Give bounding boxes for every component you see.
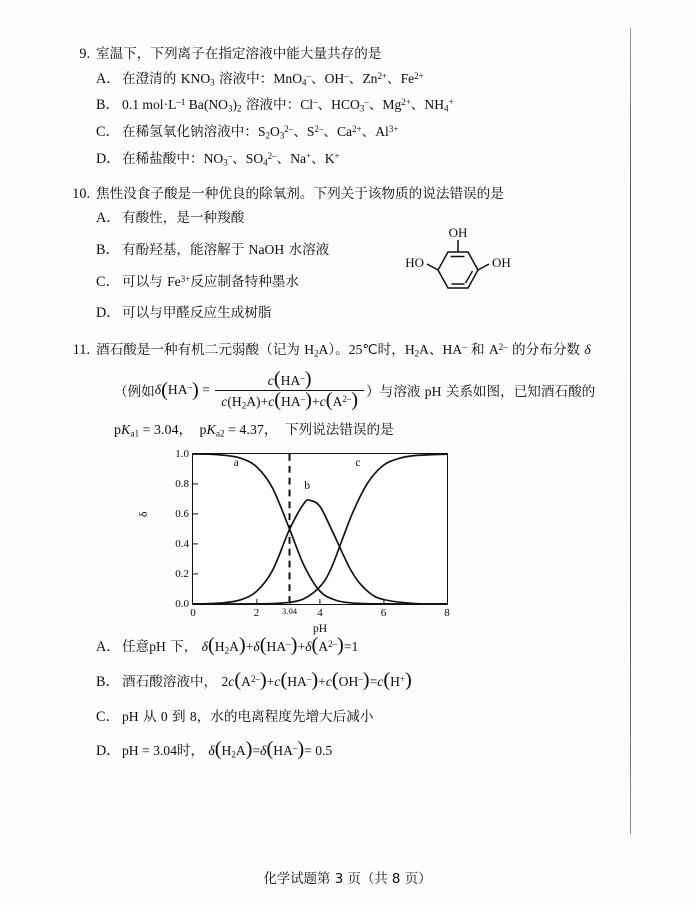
pka-tail: 下列说法错误的是 bbox=[284, 422, 394, 439]
oh-label-right: OH bbox=[492, 254, 511, 270]
question-9-stem-row bbox=[62, 44, 622, 65]
option-text: 酒石酸溶液中， $2c(A^{2-})+c(HA^-)+c(OH^-)=c(H^+)$ bbox=[122, 668, 412, 691]
question-9-number: 9. bbox=[79, 46, 90, 62]
option-label: B． bbox=[96, 241, 120, 258]
question-9-stem: 室温下，下列离子在指定溶液中能大量共存的是 bbox=[96, 46, 382, 62]
curve-label-b: b bbox=[304, 479, 310, 492]
option-label: A． bbox=[96, 210, 121, 227]
oh-label-top: OH bbox=[448, 224, 468, 240]
formula-paren-close: ) bbox=[192, 379, 199, 402]
curve-label-c: c bbox=[355, 456, 361, 469]
option-label: D． bbox=[96, 305, 121, 322]
question-9-option-a[interactable] bbox=[62, 69, 622, 90]
scan-artifact-line bbox=[630, 28, 631, 834]
pka2: $pK_{a2} = 4.37$， bbox=[199, 423, 278, 439]
option-text: pH = 3.04时， $\delta(H_2A)=\delta(HA^-)= 0.5$ bbox=[122, 738, 333, 761]
question-9-option-c[interactable] bbox=[62, 122, 622, 143]
question-10-number: 10. bbox=[72, 185, 90, 202]
y-tick-label-0.4: 0.4 bbox=[175, 538, 189, 551]
question-11-stem-row bbox=[62, 340, 622, 361]
question-10-stem-row bbox=[62, 184, 622, 205]
question-11-option-a[interactable] bbox=[62, 634, 622, 658]
chart-curves bbox=[193, 454, 447, 604]
question-11-option-b[interactable] bbox=[62, 668, 622, 693]
formula-delta-arg: HA– bbox=[167, 382, 193, 398]
formula-paren-open: ( bbox=[161, 379, 168, 402]
formula-denominator: $c(H_2A)+c(HA^-)+c(A^{2-})$ bbox=[215, 390, 364, 411]
ho-label-left: HO bbox=[405, 254, 424, 270]
option-label: C． bbox=[96, 708, 120, 725]
question-11-number: 11. bbox=[72, 342, 90, 359]
curve-c-a2-minus bbox=[193, 454, 447, 604]
question-9-option-d[interactable] bbox=[62, 149, 622, 170]
formula-numerator: c(HA–) bbox=[267, 367, 312, 390]
option-label: D． bbox=[96, 743, 121, 760]
option-text: 在稀氢氧化钠溶液中：$S_2O_3^{2-}$、$S^{2-}$、$Ca^{2+}$、$Al^{3+}$ bbox=[122, 124, 399, 141]
question-11-option-d[interactable] bbox=[62, 738, 622, 762]
option-text: 在稀盐酸中：$NO_3^-$、$SO_4^{2-}$、Na+、K+ bbox=[122, 150, 340, 168]
option-label: B． bbox=[96, 673, 120, 690]
formula-delta-symbol: δ bbox=[154, 382, 162, 398]
curve-b-ha-minus bbox=[193, 500, 447, 604]
option-label: B． bbox=[96, 97, 120, 114]
question-10-option-c[interactable] bbox=[62, 272, 622, 293]
option-text: 可以与甲醛反应生成树脂 bbox=[122, 305, 272, 322]
formula-tail: ）与溶液 pH 关系如图，已知酒石酸的 bbox=[366, 384, 596, 401]
question-9-option-b[interactable] bbox=[62, 95, 622, 116]
x-tick-label-4: 4 bbox=[317, 607, 323, 620]
chart-y-axis-label: δ bbox=[138, 511, 150, 518]
option-text: 有酚羟基，能溶解于 NaOH 水溶液 bbox=[122, 241, 330, 258]
option-text: pH 从 0 到 8，水的电离程度先增大后减小 bbox=[122, 708, 374, 725]
x-tick-label-8: 8 bbox=[444, 607, 450, 620]
x-tick-label-2: 2 bbox=[253, 607, 260, 620]
question-11-option-c[interactable] bbox=[62, 707, 622, 728]
formula-equals: = bbox=[198, 382, 214, 398]
formula-lead: （例如 bbox=[114, 384, 155, 401]
option-text: 任意pH 下， $\delta(H_2A)+\delta(HA^-)+\delta(A^{2-})=1$ bbox=[122, 634, 359, 657]
x-tick-label-6: 6 bbox=[380, 607, 387, 620]
question-10-option-b[interactable] bbox=[62, 240, 622, 261]
x-tick-label-3.04: 3.04 bbox=[281, 606, 298, 617]
question-11-pka-line bbox=[62, 418, 622, 439]
distribution-fraction-chart bbox=[138, 445, 460, 636]
question-10 bbox=[62, 184, 622, 325]
y-tick-label-1.0: 1.0 bbox=[175, 448, 189, 461]
question-10-option-a[interactable] bbox=[62, 208, 622, 229]
y-tick-label-0.8: 0.8 bbox=[175, 478, 189, 491]
option-label: A． bbox=[96, 639, 121, 656]
question-11-stem: 酒石酸是一种有机二元弱酸（记为 $H_2A$）。25℃时，$H_2A$、HA– 和 $A^{2-}$ 的分布分数 δ bbox=[96, 342, 591, 359]
y-tick-label-0.0: 0.0 bbox=[175, 598, 189, 611]
question-9 bbox=[62, 44, 622, 170]
pka1: $pK_{a1} = 3.04$， bbox=[114, 423, 193, 439]
formula-fraction bbox=[215, 367, 364, 411]
x-tick-label-0: 0 bbox=[190, 607, 196, 620]
page-footer: 化学试题第 3 页（共 8 页） bbox=[263, 872, 432, 887]
y-tick-label-0.2: 0.2 bbox=[175, 568, 189, 581]
curve-a-h2a bbox=[193, 454, 447, 604]
option-label: C． bbox=[96, 273, 120, 290]
option-text: 可以与 $Fe^{3+}$反应制备特种墨水 bbox=[122, 273, 299, 290]
chart-plot-area bbox=[175, 448, 450, 620]
option-label: A． bbox=[96, 70, 121, 87]
question-11 bbox=[62, 340, 622, 762]
question-11-delta-formula bbox=[62, 367, 622, 411]
page-content bbox=[62, 44, 622, 768]
pyrogallol-structure-icon bbox=[400, 222, 518, 314]
y-tick-label-0.6: 0.6 bbox=[175, 508, 189, 521]
option-text: 0.1 $mol\cdot L^{-1}$ $Ba(NO_3)_2$ 溶液中：Cl–、$HCO_3^-$、$Mg^{2+}$、$NH_4^+$ bbox=[122, 97, 454, 114]
question-10-option-d[interactable] bbox=[62, 303, 622, 324]
chart-x-axis-label: pH bbox=[312, 623, 328, 636]
curve-label-a: a bbox=[233, 456, 239, 469]
option-text: 有酸性，是一种羧酸 bbox=[122, 210, 245, 227]
option-label: C． bbox=[96, 124, 120, 141]
option-label: D． bbox=[96, 150, 121, 167]
question-10-stem: 焦性没食子酸是一种优良的除氧剂。下列关于该物质的说法错误的是 bbox=[96, 185, 504, 202]
option-text: 在澄清的 $KNO_3$ 溶液中：MnO$_4$–、OH–、$Zn^{2+}$、$Fe^{2+}$ bbox=[122, 70, 424, 88]
